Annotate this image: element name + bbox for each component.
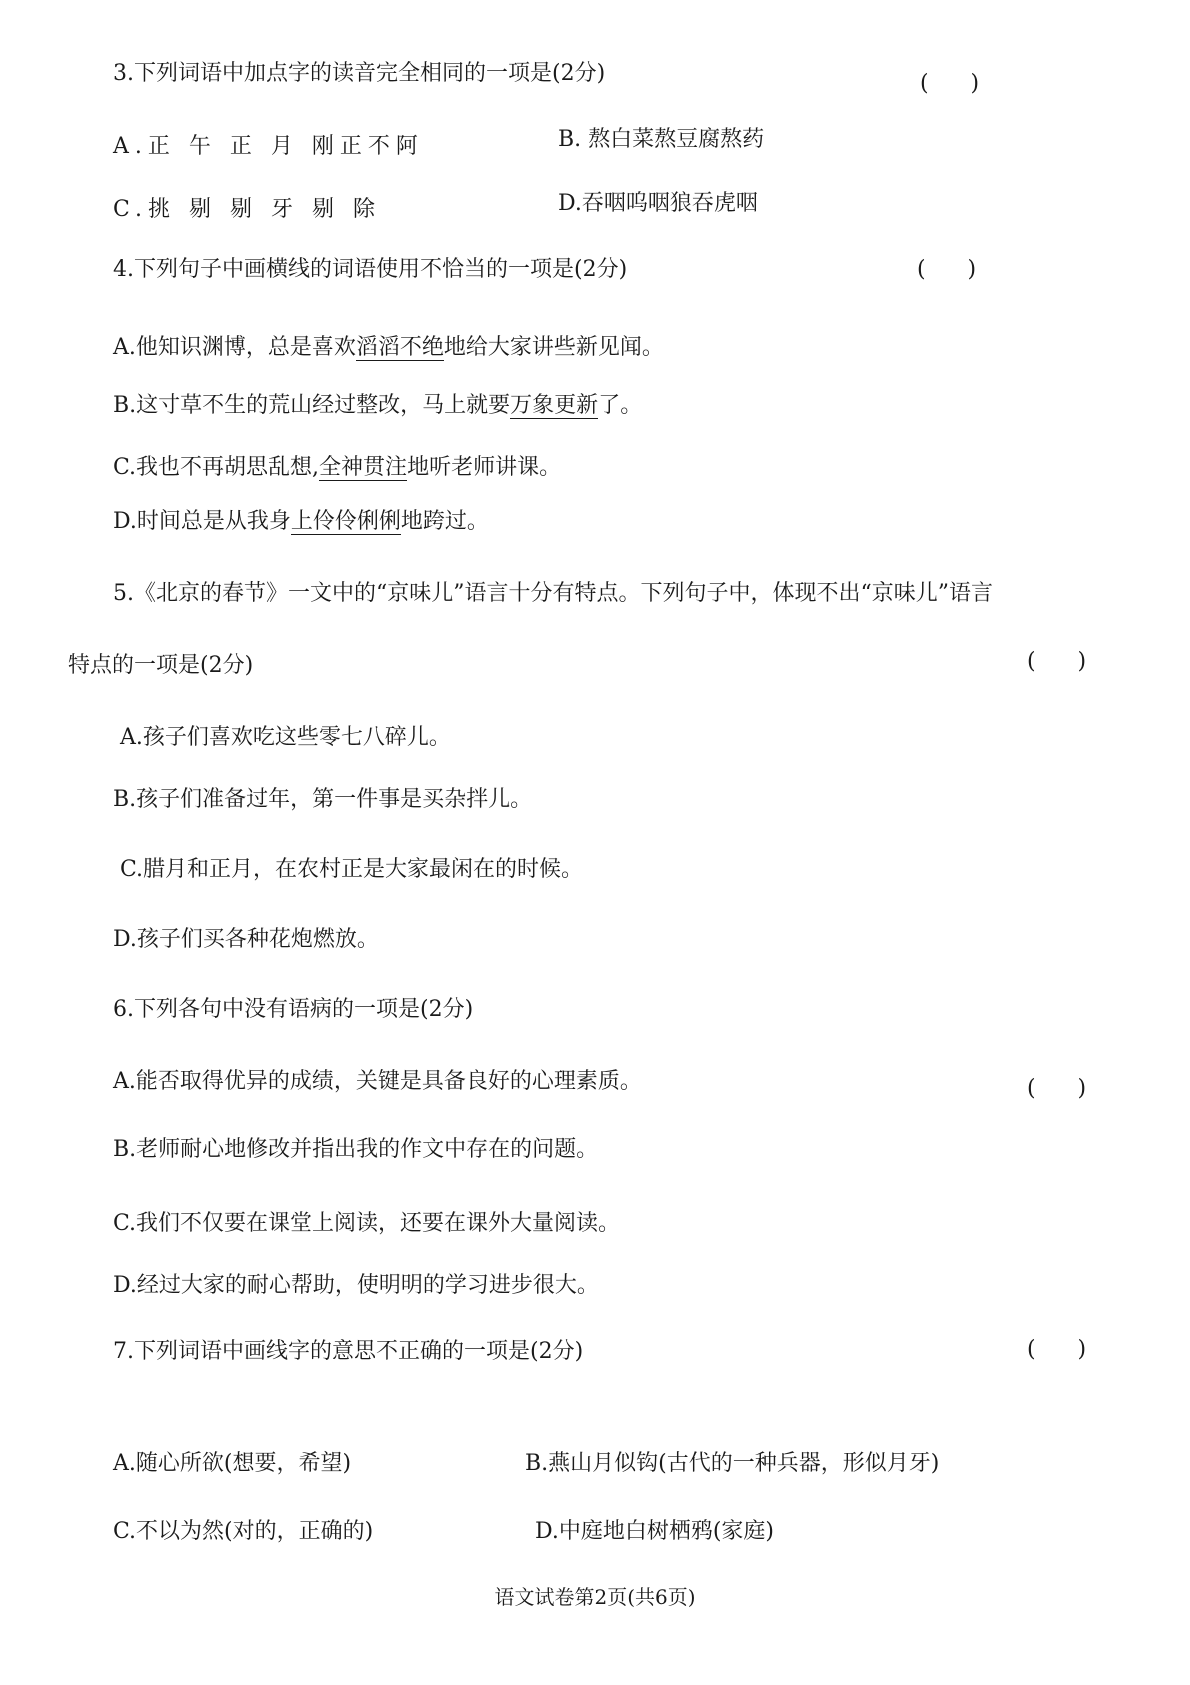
- page-footer: 语文试卷第2页(共6页): [494, 1585, 696, 1609]
- q6-answer-blank: ( ): [1027, 1076, 1087, 1101]
- q7-option-c: C.不以为然(对的，正确的): [113, 1519, 374, 1544]
- q7-answer-blank: ( ): [1027, 1337, 1087, 1362]
- q7-stem: 7.下列词语中画线字的意思不正确的一项是(2分): [113, 1339, 584, 1364]
- q4-answer-blank: ( ): [917, 257, 977, 282]
- q7-option-a: A.随心所欲(想要，希望): [113, 1451, 352, 1476]
- q6-option-d: D.经过大家的耐心帮助，使明明的学习进步很大。: [113, 1273, 599, 1298]
- q5-option-a: A.孩子们喜欢吃这些零七八碎儿。: [120, 725, 451, 750]
- q5-option-c: C.腊月和正月，在农村正是大家最闲在的时候。: [120, 857, 584, 882]
- q5-stem-line2: 特点的一项是(2分): [68, 653, 254, 678]
- q5-stem-line1: 5.《北京的春节》一文中的“京味儿”语言十分有特点。下列句子中，体现不出“京味儿”语言: [113, 581, 993, 606]
- q5-option-b: B.孩子们准备过年，第一件事是买杂拌儿。: [113, 787, 533, 812]
- q6-option-a: A.能否取得优异的成绩，关键是具备良好的心理素质。: [113, 1069, 642, 1094]
- q6-option-c: C.我们不仅要在课堂上阅读，还要在课外大量阅读。: [113, 1211, 621, 1236]
- q6-stem: 6.下列各句中没有语病的一项是(2分): [113, 997, 474, 1022]
- q3-option-a: A.正 午 正 月 刚正不阿: [113, 134, 424, 159]
- q7-option-b: B.燕山月似钩(古代的一种兵器，形似月牙): [525, 1451, 940, 1476]
- q7-option-d: D.中庭地白树栖鸦(家庭): [535, 1519, 775, 1544]
- q5-answer-blank: ( ): [1027, 649, 1087, 674]
- q4-c-underlined-word: 全神贯注: [319, 455, 408, 480]
- q3-stem: 3.下列词语中加点字的读音完全相同的一项是(2分): [113, 61, 606, 86]
- q3-option-b: B. 熬白菜熬豆腐熬药: [558, 127, 765, 152]
- q3-option-c: C.挑 剔 剔 牙 剔 除: [113, 197, 382, 222]
- q5-option-d: D.孩子们买各种花炮燃放。: [113, 927, 379, 952]
- q4-stem: 4.下列句子中画横线的词语使用不恰当的一项是(2分): [113, 257, 628, 282]
- q4-option-b: B.这寸草不生的荒山经过整改，马上就要万象更新了。: [113, 393, 643, 418]
- q4-option-a: A.他知识渊博，总是喜欢滔滔不绝地给大家讲些新见闻。: [113, 335, 664, 360]
- q4-option-d: D.时间总是从我身上伶伶俐俐地跨过。: [113, 509, 489, 534]
- q4-option-c: C.我也不再胡思乱想,全神贯注地听老师讲课。: [113, 455, 562, 480]
- q6-option-b: B.老师耐心地修改并指出我的作文中存在的问题。: [113, 1137, 599, 1162]
- q4-a-underlined-word: 滔滔不绝: [355, 335, 444, 360]
- q3-option-d: D.吞咽呜咽狼吞虎咽: [558, 191, 758, 216]
- q4-d-underlined-word: 上伶伶俐俐: [290, 509, 401, 534]
- q3-answer-blank: ( ): [920, 71, 980, 96]
- q4-b-underlined-word: 万象更新: [510, 393, 599, 418]
